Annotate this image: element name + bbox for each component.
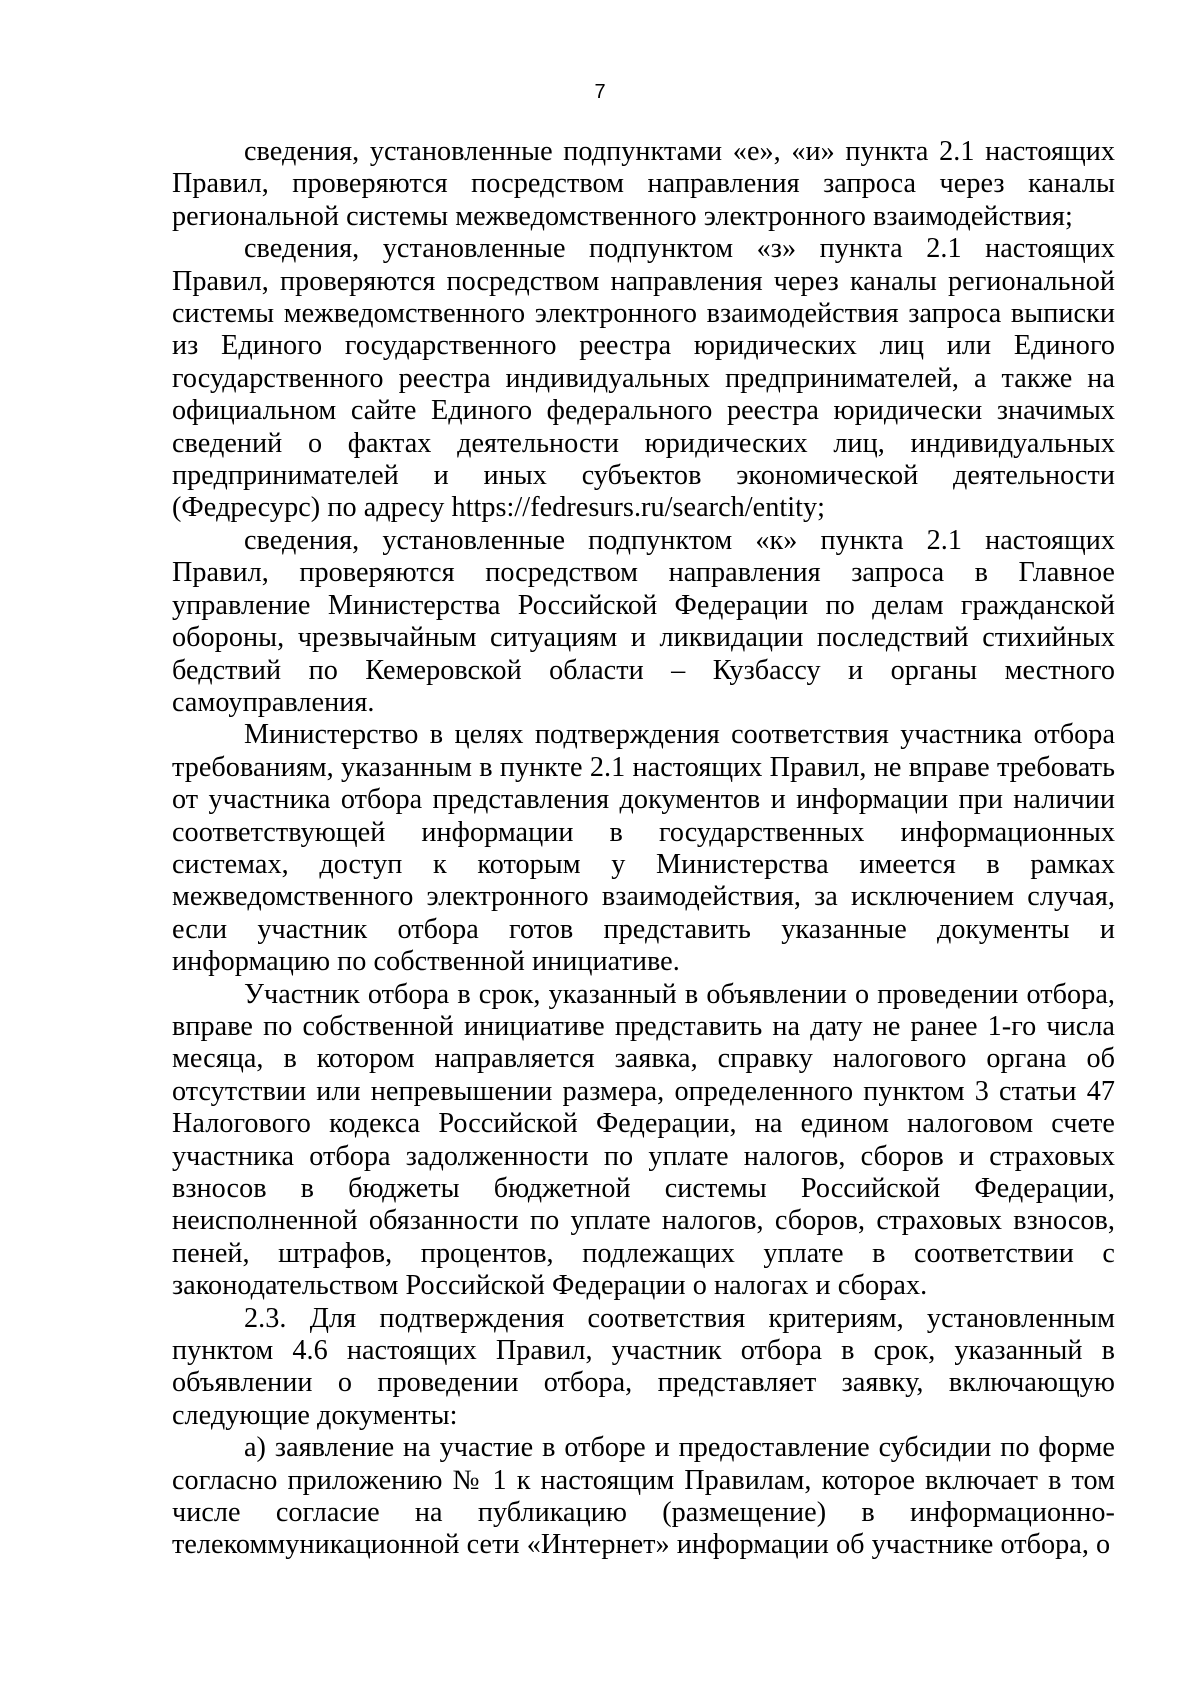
- document-body: [172, 136, 1115, 1562]
- paragraph-ministry-restriction: Министерство в целях подтверждения соответствия участника отбора требованиям, указанным в пункте 2.1 настоящих Правил, не вправе требовать от участника отбора представления документов и информации при наличии соответствующей информации в государственных информационных системах, доступ к которым у Министерства имеется в рамках межведомственного электронного взаимодействия, за исключением случая, если участник отбора готов представить указанные документы и информацию по собственной инициативе.: [172, 719, 1115, 978]
- paragraph-verification-z: сведения, установленные подпунктом «з» пункта 2.1 настоящих Правил, проверяются посредством направления через каналы региональной системы межведомственного электронного взаимодействия запроса выписки из Единого государственного реестра юридических лиц или Единого государственного реестра индивидуальных предпринимателей, а также на официальном сайте Единого федерального реестра юридически значимых сведений о фактах деятельности юридических лиц, индивидуальных предпринимателей и иных субъектов экономической деятельности (Федресурс) по адресу https://fedresurs.ru/search/entity;: [172, 233, 1115, 524]
- paragraph-section-2-3: 2.3. Для подтверждения соответствия критериям, установленным пунктом 4.6 настоящих Правил, участник отбора в срок, указанный в объявлении о проведении отбора, представляет заявку, включающую следующие документы:: [172, 1302, 1115, 1431]
- paragraph-item-a: а) заявление на участие в отборе и предоставление субсидии по форме согласно приложению № 1 к настоящим Правилам, которое включает в том числе согласие на публикацию (размещение) в информационно-телекоммуникационной сети «Интернет» информации об участнике отбора, о: [172, 1432, 1115, 1561]
- page-number: 7: [594, 81, 606, 103]
- paragraph-tax-certificate: Участник отбора в срок, указанный в объявлении о проведении отбора, вправе по собственной инициативе представить на дату не ранее 1-го числа месяца, в котором направляется заявка, справку налогового органа об отсутствии или непревышении размера, определенного пунктом 3 статьи 47 Налогового кодекса Российской Федерации, на едином налоговом счете участника отбора задолженности по уплате налогов, сборов и страховых взносов в бюджеты бюджетной системы Российской Федерации, неисполненной обязанности по уплате налогов, сборов, страховых взносов, пеней, штрафов, процентов, подлежащих уплате в соответствии с законодательством Российской Федерации о налогах и сборах.: [172, 978, 1115, 1302]
- paragraph-verification-k: сведения, установленные подпунктом «к» пункта 2.1 настоящих Правил, проверяются посредством направления запроса в Главное управление Министерства Российской Федерации по делам гражданской обороны, чрезвычайным ситуациям и ликвидации последствий стихийных бедствий по Кемеровской области – Кузбассу и органы местного самоуправления.: [172, 524, 1115, 718]
- paragraph-verification-e-i: сведения, установленные подпунктами «е», «и» пункта 2.1 настоящих Правил, проверяются посредством направления запроса через каналы региональной системы межведомственного электронного взаимодействия;: [172, 136, 1115, 232]
